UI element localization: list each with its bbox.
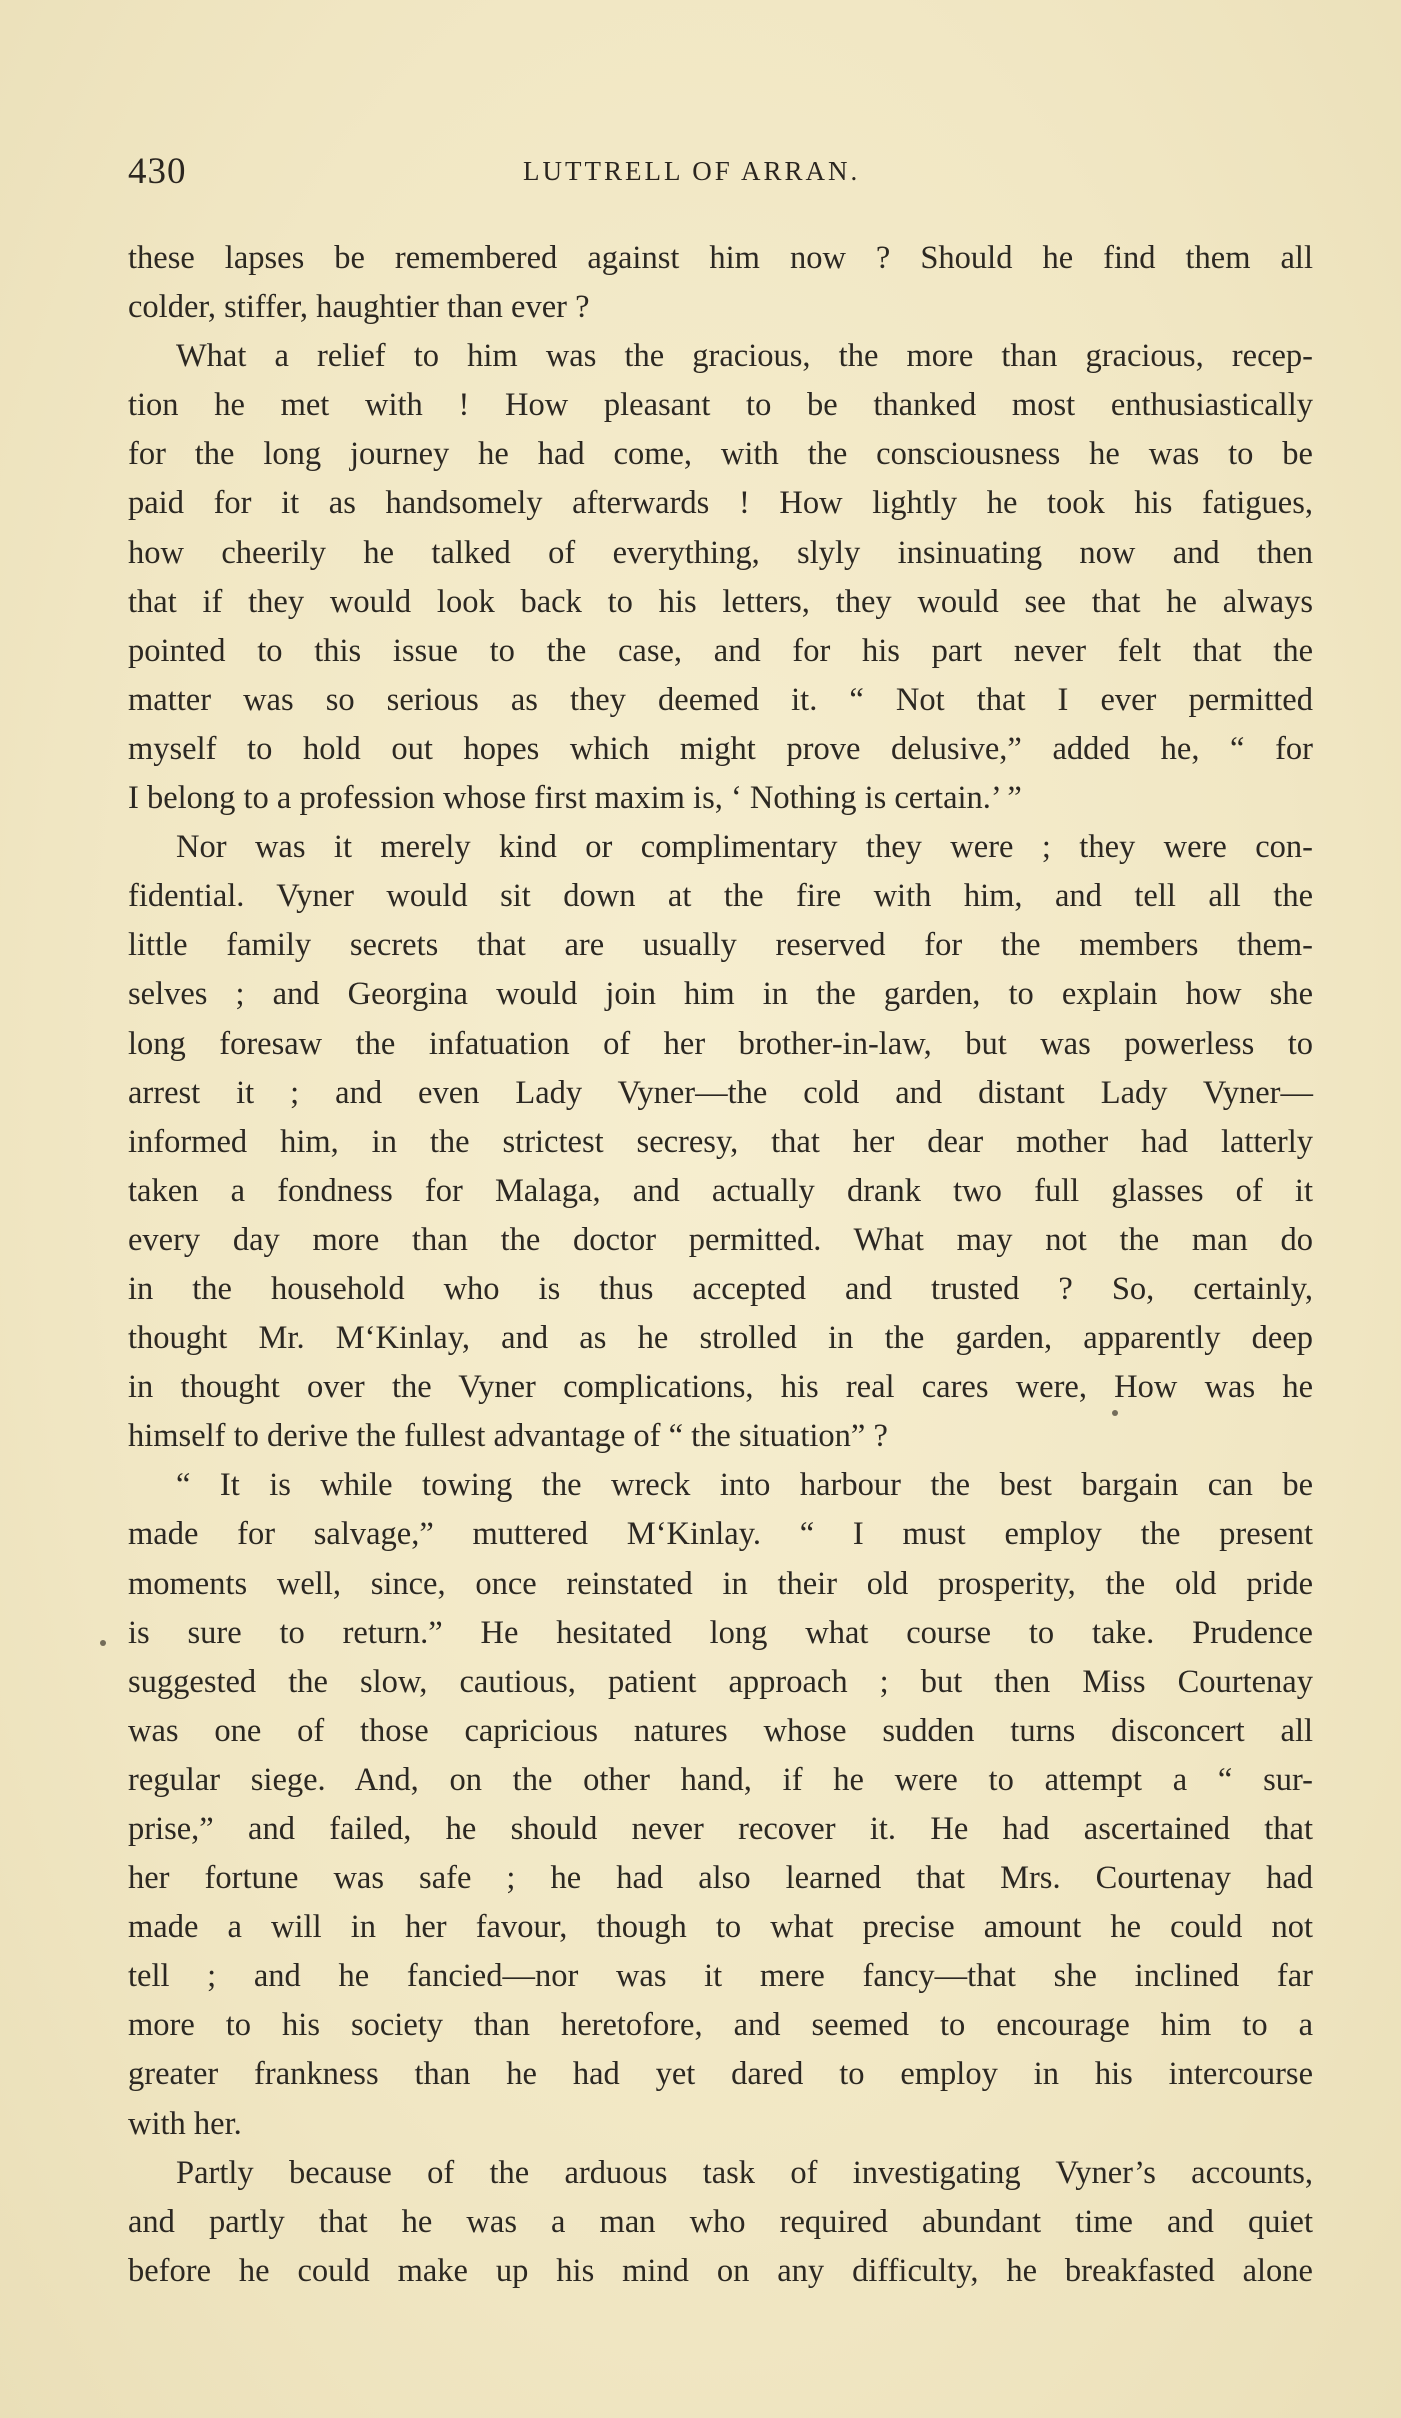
text-line: colder, stiffer, haughtier than ever ?	[128, 289, 590, 326]
text-line: matter was so serious as they deemed it. “ Not that I ever permitted	[128, 681, 1313, 718]
running-title: LUTTRELL OF ARRAN.	[523, 156, 861, 186]
page-header	[128, 150, 1313, 210]
text-line: long foresaw the infatuation of her brother-in-law, but was powerless to	[128, 1025, 1313, 1062]
text-line: more to his society than heretofore, and seemed to encourage him to a	[128, 2007, 1313, 2044]
text-line: prise,” and failed, he should never recover it. He had ascertained that	[128, 1811, 1313, 1847]
ink-speck	[1112, 1410, 1118, 1416]
text-line: with her.	[128, 2105, 242, 2142]
text-line: informed him, in the strictest secresy, that her dear mother had latterly	[128, 1123, 1313, 1160]
text-line: regular siege. And, on the other hand, if he were to attempt a “ sur-	[128, 1761, 1313, 1798]
text-line: pointed to this issue to the case, and for his part never felt that the	[128, 632, 1313, 669]
text-line: and partly that he was a man who required abundant time and quiet	[128, 2203, 1313, 2240]
text-line: every day more than the doctor permitted. What may not the man do	[128, 1221, 1313, 1258]
text-line: her fortune was safe ; he had also learned that Mrs. Courtenay had	[128, 1860, 1313, 1897]
text-line: these lapses be remembered against him now ? Should he find them all	[128, 240, 1313, 276]
text-line: thought Mr. M‘Kinlay, and as he strolled in the garden, apparently deep	[128, 1320, 1313, 1357]
text-line: was one of those capricious natures whose sudden turns disconcert all	[128, 1712, 1313, 1749]
text-line: for the long journey he had come, with the consciousness he was to be	[128, 436, 1313, 473]
text-line: Partly because of the arduous task of investigating Vyner’s accounts,	[176, 2154, 1313, 2191]
text-line: “ It is while towing the wreck into harbour the best bargain can be	[176, 1467, 1313, 1504]
text-line: little family secrets that are usually reserved for the members them-	[128, 927, 1313, 964]
text-line: taken a fondness for Malaga, and actually drank two full glasses of it	[128, 1172, 1313, 1209]
text-line: made a will in her favour, though to what precise amount he could not	[128, 1909, 1313, 1946]
text-line: greater frankness than he had yet dared to employ in his intercourse	[128, 2056, 1313, 2093]
text-line: how cheerily he talked of everything, slyly insinuating now and then	[128, 534, 1313, 571]
text-line: What a relief to him was the gracious, the more than gracious, recep-	[176, 338, 1313, 375]
text-line: paid for it as handsomely afterwards ! How lightly he took his fatigues,	[128, 485, 1313, 522]
text-line: made for salvage,” muttered M‘Kinlay. “ I must employ the present	[128, 1516, 1313, 1553]
text-line: that if they would look back to his letters, they would see that he always	[128, 583, 1313, 620]
text-line: fidential. Vyner would sit down at the fire with him, and tell all the	[128, 878, 1313, 915]
text-line: tell ; and he fancied—nor was it mere fancy—that she inclined far	[128, 1958, 1313, 1995]
text-line: in thought over the Vyner complications, his real cares were, How was he	[128, 1369, 1313, 1406]
text-line: tion he met with ! How pleasant to be thanked most enthusiastically	[128, 387, 1313, 424]
text-line: in the household who is thus accepted and trusted ? So, certainly,	[128, 1270, 1313, 1307]
text-line: myself to hold out hopes which might prove delusive,” added he, “ for	[128, 730, 1313, 767]
text-line: arrest it ; and even Lady Vyner—the cold and distant Lady Vyner—	[128, 1074, 1313, 1111]
text-line: I belong to a profession whose first maxim is, ‘ Nothing is certain.’ ”	[128, 780, 1022, 817]
text-line: suggested the slow, cautious, patient approach ; but then Miss Courtenay	[128, 1663, 1313, 1700]
text-line: selves ; and Georgina would join him in the garden, to explain how she	[128, 976, 1313, 1013]
text-line: Nor was it merely kind or complimentary they were ; they were con-	[176, 829, 1313, 866]
text-line: before he could make up his mind on any difficulty, he breakfasted alone	[128, 2252, 1313, 2289]
page-number: 430	[128, 151, 187, 192]
text-line: himself to derive the fullest advantage of “ the situation” ?	[128, 1418, 888, 1455]
ink-speck	[100, 1640, 106, 1646]
text-line: is sure to return.” He hesitated long what course to take. Prudence	[128, 1614, 1313, 1651]
body-text	[128, 234, 1313, 2296]
text-line: moments well, since, once reinstated in their old prosperity, the old pride	[128, 1565, 1313, 1602]
